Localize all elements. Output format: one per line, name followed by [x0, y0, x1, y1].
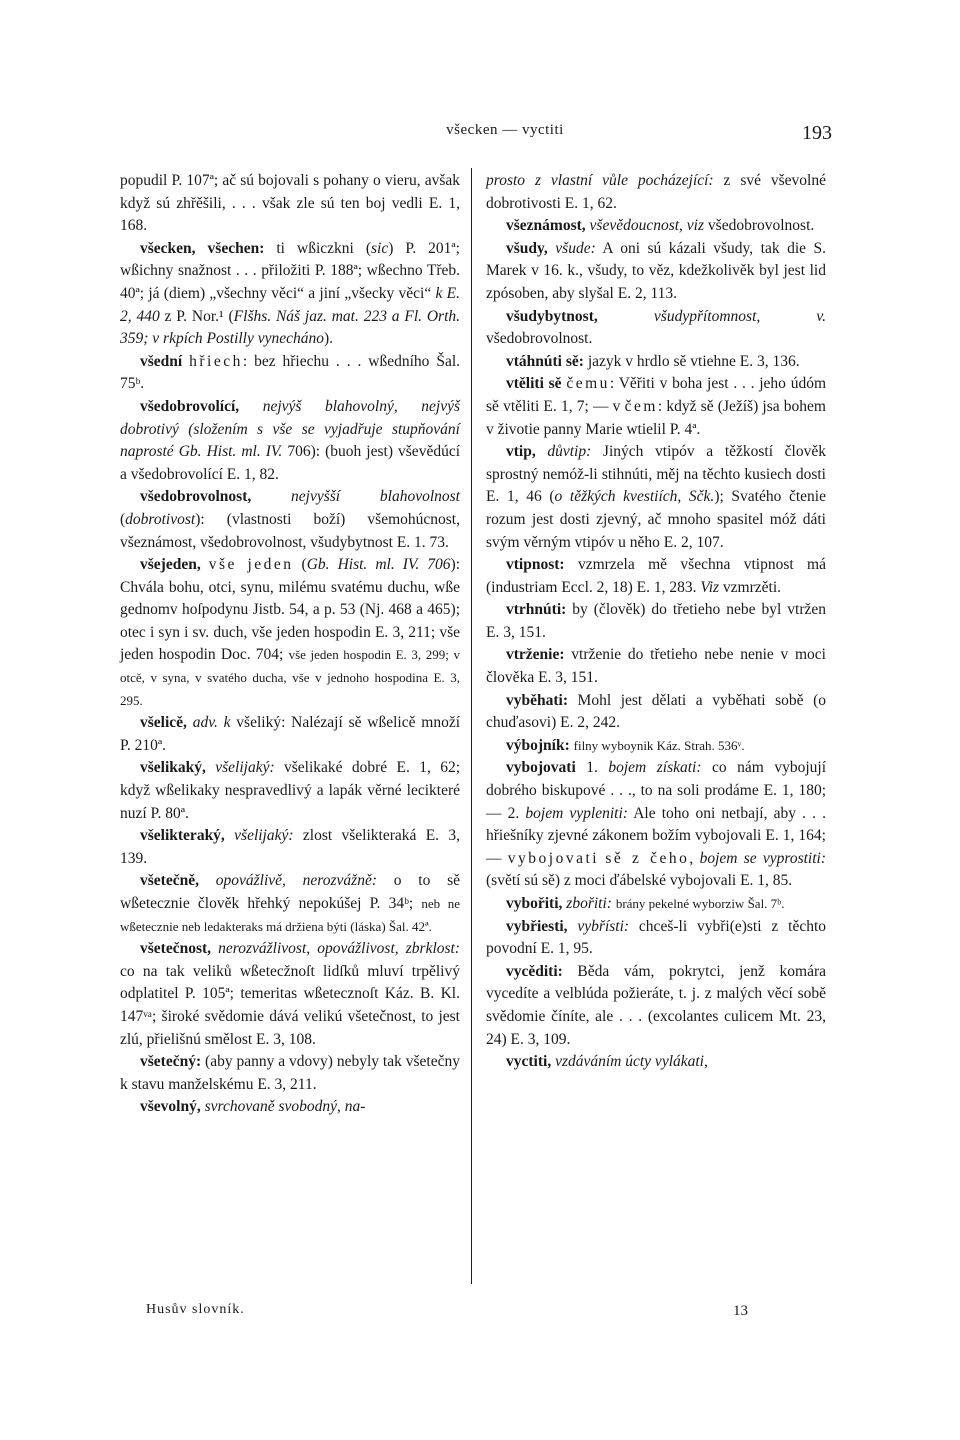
entry-headword: vtrženie:	[506, 646, 565, 664]
dictionary-entry	[486, 306, 826, 351]
entry-text	[251, 488, 291, 505]
dictionary-entry	[120, 870, 460, 938]
entry-text: prosto z vlastní vůle pocházející:	[486, 172, 714, 189]
dictionary-entry	[120, 938, 460, 1051]
entry-text: Mohl jest dělati a vyběhati sobě (o chuďasovi) E. 2, 242.	[486, 691, 826, 732]
entry-headword: vtrhnúti:	[506, 601, 567, 619]
dictionary-entry	[486, 1051, 826, 1074]
entry-headword: vybřiesti,	[506, 917, 568, 935]
dictionary-entry	[486, 373, 826, 441]
dictionary-entry	[486, 644, 826, 689]
entry-headword: vyběhati:	[506, 691, 568, 709]
dictionary-entry	[486, 351, 826, 374]
dictionary-entry	[120, 351, 460, 396]
entry-text: jazyk v hrdlo sě vtiehne E. 3, 136.	[583, 352, 800, 370]
entry-text: ).	[324, 330, 334, 348]
dictionary-entry	[486, 215, 826, 238]
entry-text: 1.	[575, 759, 609, 777]
entry-text: Gb. Hist. ml. IV. 706	[306, 556, 451, 574]
entry-headword: výbojník:	[506, 736, 570, 754]
entry-text: bojem se vyprostiti:	[699, 849, 827, 867]
entry-text: opovážlivě, nerozvážně:	[215, 872, 377, 890]
footer-signature: Husův slovník.	[146, 1302, 245, 1317]
dictionary-entry	[486, 690, 826, 735]
entry-headword: vtěliti sě	[506, 375, 562, 393]
column-divider	[471, 168, 472, 1284]
entry-text	[225, 827, 234, 844]
entry-headword: vybojovati	[506, 759, 576, 777]
entry-text	[536, 443, 548, 460]
entry-text: všelijaký:	[234, 827, 294, 845]
entry-headword: všedobrovolnost,	[140, 488, 252, 506]
entry-text: bojem získati:	[608, 759, 702, 777]
entry-headword: vybořiti,	[506, 895, 563, 912]
entry-text: vzmrzěti.	[719, 578, 782, 596]
entry-text: z své vševolné dobrotivosti E. 1, 62.	[486, 172, 826, 212]
entry-text: co na tak veliků wßetecžnoſt lidſků mluví trpělivý odplatitel P. 105ª; temeritas wßetecznoſt Káz. B. Kl. 147ᵛᵃ; široké svědomie dává velikú všetečnost, to jest zlú, přielišnú smělost E. 3, 108.	[120, 962, 460, 1048]
entry-text: dobrotivost	[125, 510, 196, 528]
entry-text: brány pekelné wyborziw Šal. 7ᵇ.	[615, 896, 785, 911]
entry-text: Viz	[700, 578, 720, 596]
entry-text: z P. Nor.¹ (	[159, 307, 234, 325]
entry-text: všelikaké dobré E. 1, 62; když wßelikaky nespravedlivý a lapák věrné lecikteré nuzí P. 80ª.	[120, 759, 460, 822]
entry-text: ): Chvála bohu, otci, synu, milému svatému duchu, wße gednomv hoſpodynu Jistb. 54, a p. 53 (Nj. 468 a 465); otec i syn i sv. duch, vše jeden hospodin E. 3, 211; vše jeden hospodin Doc. 704;	[120, 556, 460, 664]
entry-headword: vyctiti,	[506, 1053, 552, 1071]
entry-text: popudil P. 107ª; ač sú bojovali s pohany o vieru, avšak když sú zhřěšili, . . . však zle sú ten boj vedli E. 1, 168.	[120, 172, 460, 235]
entry-text: důvtip:	[547, 443, 592, 461]
entry-text: vtrženie do třetieho nebe nenie v moci člověka E. 3, 151.	[486, 646, 826, 687]
entry-headword: vševolný,	[140, 1098, 201, 1116]
entry-text: ); Svatého čtenie rozum jest dosti zjevný, ač mnoho spasitel móž dáti svým věrným vtipóv u něho E. 2, 107.	[486, 488, 826, 551]
entry-text: nejvýš blahovolný, nejvýš dobrotivý (složením s vše se vyjadřuje stupňování naprosté Gb. Hist. ml. IV.	[120, 397, 461, 461]
dictionary-entry	[486, 238, 826, 306]
dictionary-entry	[120, 825, 460, 870]
entry-text: všeliký: Nalézají sě wßelicě množí P. 210ª.	[120, 714, 461, 754]
dictionary-entry	[486, 599, 826, 644]
entry-text: : bez hřiechu . . . wßedního Šal. 75ᵇ.	[120, 352, 461, 393]
dictionary-entry	[120, 396, 460, 486]
entry-headword: všední	[140, 352, 183, 370]
entry-text: o těžkých kvestiích, Sčk.	[554, 488, 715, 506]
entry-text	[206, 759, 215, 776]
page-number: 193	[802, 122, 832, 144]
entry-headword: všedobrovolící,	[140, 397, 240, 415]
entry-text: vzmrzela mě všechna vtipnost má (industriam Eccl. 2, 18) E. 1, 283.	[486, 556, 826, 596]
entry-text: nerozvážlivost, opovážlivost, zbrklost:	[218, 940, 460, 958]
entry-text: vzdáváním úcty vylákati,	[555, 1053, 708, 1071]
dictionary-entry	[120, 757, 460, 825]
entry-text: všudypřítomnost, v.	[653, 307, 827, 325]
dictionary-entry	[486, 961, 826, 1051]
entry-text: Ale toho oni netbají, aby . . . hřiešníky zjevné zákonem božím vybojovali E. 1, 164; —	[486, 804, 827, 867]
entry-text: sě z čeho	[605, 849, 690, 867]
entry-text: vybřísti:	[577, 917, 630, 935]
entry-text: svrchovaně svobodný, na-	[204, 1098, 366, 1116]
entry-headword: všudy,	[506, 239, 548, 257]
entry-text: Flšhs. Náš jaz. mat. 223 a Fl. Orth. 359; v rkpích Postilly vynecháno	[120, 307, 461, 348]
dictionary-entry	[486, 893, 826, 916]
right-column	[486, 170, 826, 1074]
entry-text: nejvyšší blahovolnost	[291, 488, 460, 506]
entry-headword: vtip,	[506, 443, 536, 461]
dictionary-entry	[120, 170, 460, 238]
entry-text: zbořiti:	[566, 895, 612, 912]
entry-text: o to sě wßetecznie člověk hřehký nepokúšej P. 34ᵇ;	[120, 872, 460, 912]
dictionary-entry	[120, 554, 460, 712]
dictionary-entry	[486, 554, 826, 599]
sheet-number: 13	[733, 1303, 748, 1319]
entry-headword: všejeden,	[140, 556, 201, 574]
entry-text: k E. 2, 440	[120, 284, 460, 325]
entry-headword: všetečnost,	[140, 940, 212, 958]
entry-headword: vtipnost:	[506, 556, 565, 574]
entry-text: 706): (buoh jest) vševědúcí a všedobrovolící E. 1, 82.	[120, 443, 461, 483]
entry-text: sic	[370, 239, 389, 257]
entry-headword: všecken, všechen:	[140, 239, 265, 257]
entry-text	[199, 872, 216, 889]
entry-text	[598, 308, 654, 325]
dictionary-entry	[486, 441, 826, 554]
entry-headword: všudybytnost,	[506, 307, 598, 325]
entry-text: filny wyboynik Káz. Strah. 536ᵛ.	[573, 737, 745, 753]
dictionary-entry	[486, 170, 826, 215]
entry-headword: všelikaký,	[140, 759, 206, 777]
entry-text: : Věřiti v boha jest . . . jeho údóm sě vtěliti E. 1, 7; — v	[486, 375, 826, 415]
entry-text: (světí sú sě) z moci ďábelské vybojovali E. 1, 85.	[486, 872, 793, 890]
entry-text: Jiných vtipóv a těžkostí člověk sprostný nemóž-li stihnúti, měj na těchto kusiech dosti E. 1, 46 (	[486, 443, 826, 506]
entry-text: co nám vybojují dobrého biskupové . . ., to na soli prodáme E. 1, 180; — 2.	[486, 759, 827, 822]
running-header	[0, 122, 960, 146]
entry-headword: všetečný:	[140, 1053, 202, 1071]
entry-headword: všelikteraký,	[140, 827, 225, 845]
running-title: všecken — vyctiti	[446, 122, 564, 138]
dictionary-entry	[486, 757, 826, 893]
entry-text: bojem vypleniti:	[525, 804, 628, 822]
entry-text: hřiech	[189, 352, 243, 370]
entry-text: čemu	[566, 375, 610, 393]
entry-text: A oni sú kázali všudy, tak die S. Marek v 16. k., všudy, to věz, kdežkolivěk byl jest lid zpósoben, aby slyšal E. 2, 113.	[486, 239, 827, 302]
entry-headword: vtáhnúti sě:	[506, 352, 584, 370]
entry-text: (aby panny a vdovy) nebyly tak všetečny k stavu manželskému E. 3, 211.	[120, 1053, 460, 1093]
entry-text: adv. k	[192, 714, 231, 732]
entry-text: vybojovati	[507, 849, 600, 867]
dictionary-entry	[120, 712, 460, 757]
entry-text: vše jeden	[208, 556, 294, 574]
entry-text: ) P. 201ª; wßichny snažnost . . . přiložiti P. 188ª; wßechno Třeb. 40ª; já (diem) „všechny věci“ a jiní „všecky věci“	[120, 239, 460, 302]
entry-text	[201, 556, 209, 573]
entry-headword: všetečně,	[140, 872, 199, 890]
left-column	[120, 170, 460, 1119]
entry-text: neb ne wßetecznie neb ledakteraks má držiena býti (láska) Šal. 42ª.	[120, 896, 460, 934]
entry-headword: všelicě,	[140, 714, 187, 732]
dictionary-entry	[120, 1051, 460, 1096]
entry-text: Běda vám, pokrytci, jenž komára vycedíte a velblúda požieráte, t. j. z malých věcí sobě svědomie číníte, ale . . . (excolantes culicem Mt. 23, 24) E. 3, 109.	[486, 962, 826, 1048]
entry-text: zlost všelikteraká E. 3, 139.	[120, 827, 461, 867]
dictionary-entry	[120, 486, 460, 554]
entry-text: vše jeden hospodin E. 3, 299; v otcě, v syna, v svatého ducha, vše v jednoho hospodina E. 3, 295.	[120, 647, 460, 708]
entry-text	[239, 398, 263, 415]
dictionary-entry	[120, 1096, 460, 1119]
entry-text: ,	[689, 849, 700, 867]
entry-text: (	[120, 510, 126, 528]
entry-headword: vycěditi:	[506, 962, 563, 980]
entry-text: by (člověk) do třetieho nebe byl vtržen E. 3, 151.	[486, 601, 826, 641]
dictionary-entry	[120, 238, 460, 351]
entry-text: (	[293, 556, 307, 574]
dictionary-entry	[486, 735, 826, 758]
dictionary-entry	[486, 916, 826, 961]
entry-text: všude:	[555, 239, 596, 257]
entry-text: všedobrovolnost.	[486, 330, 593, 348]
entry-text: ti wßiczkni (	[264, 239, 371, 257]
entry-text: všelijaký:	[215, 759, 275, 777]
entry-text: ): (vlastnosti boží) všemohúcnost, všeznámost, všedobrovolnost, všudybytnost E. 1. 73.	[120, 510, 460, 551]
entry-text	[568, 918, 578, 935]
entry-text: všedobrovolnost.	[704, 217, 815, 235]
entry-text: čem	[624, 397, 658, 415]
entry-headword: všeznámost,	[506, 217, 586, 235]
entry-text: : když sě (Ježíš) jsa bohem v životie panny Marie wtielil P. 4ª.	[486, 397, 826, 438]
entry-text: chceš-li vybři(e)sti z těchto povodní E. 1, 95.	[486, 917, 827, 958]
entry-text: vševědoucnost, viz	[589, 217, 705, 235]
